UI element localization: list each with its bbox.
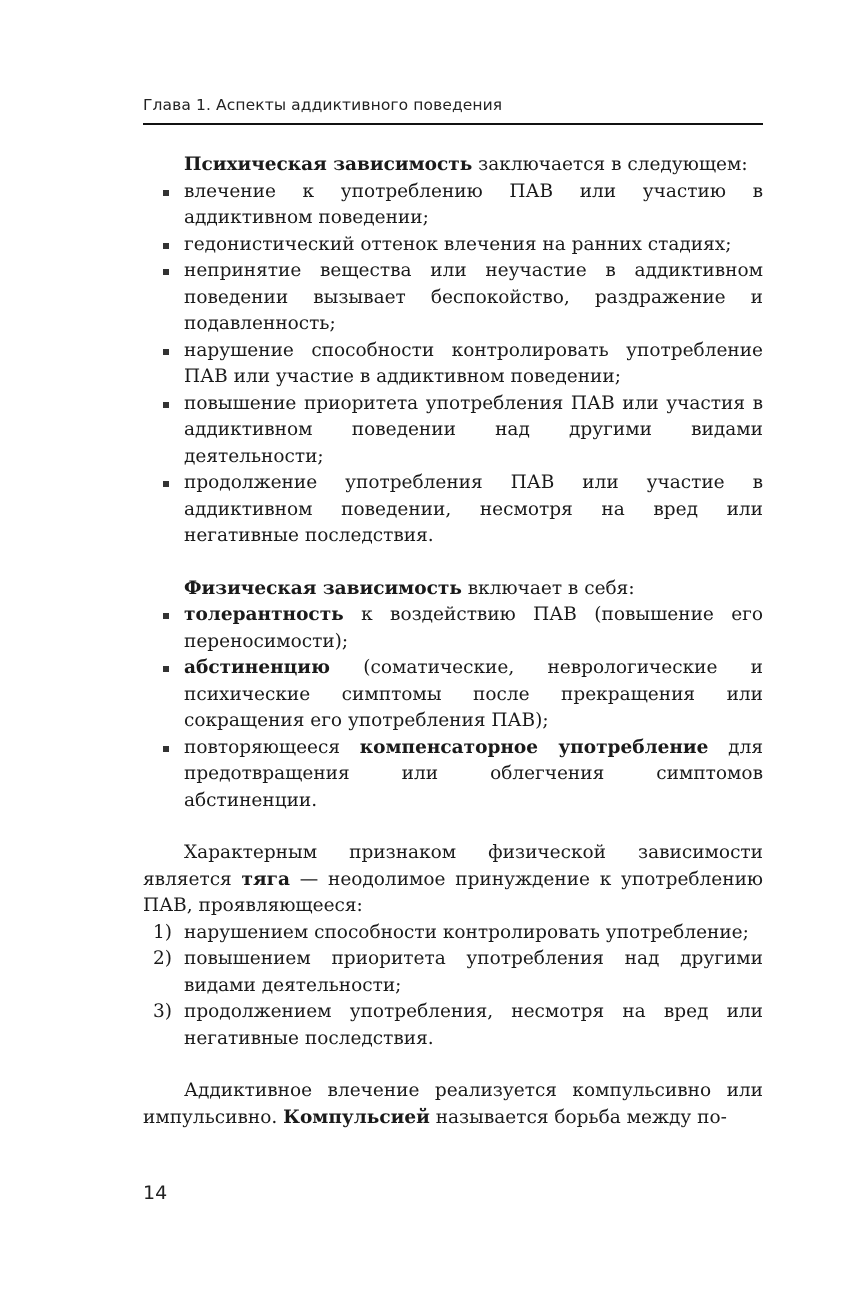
item-text: для предотвращения или облегчения симптомов абстиненции. [184, 736, 763, 811]
item-term: абстиненцию [184, 657, 330, 678]
section1-list [143, 179, 763, 550]
section4-text: Аддиктивное влечение реализуется компульсивно или импульсивно. [143, 1080, 763, 1128]
paragraph-gap [143, 1052, 763, 1078]
list-item: влечение к употреблению ПАВ или участию в аддиктивном поведении; [143, 179, 763, 232]
numbered-item [143, 920, 763, 947]
page-number: 14 [143, 1182, 168, 1204]
section1-intro-text: заключается в следующем: [472, 154, 748, 175]
item-number: 3) [153, 1001, 172, 1022]
list-item [143, 655, 763, 735]
section3-paragraph [143, 840, 763, 920]
section3-term: тяга [241, 868, 290, 890]
body-text [143, 152, 763, 1131]
list-item: нарушение способности контролировать употребление ПАВ или участие в аддиктивном поведении; [143, 338, 763, 391]
list-item [143, 735, 763, 815]
section3-text: Характерным признаком физической зависимости является [143, 842, 763, 890]
section1-term: Психическая зависимость [184, 154, 473, 175]
item-term: компенсаторное употребление [359, 736, 709, 758]
section1-intro [143, 152, 763, 179]
section2-list [143, 602, 763, 814]
item-number: 2) [153, 948, 172, 969]
section2-intro-text: включает в себя: [461, 577, 635, 599]
list-item: непринятие вещества или неучастие в аддиктивном поведении вызывает беспокойство, раздражение и подавленность; [143, 258, 763, 338]
section4-term: Компульсией [283, 1106, 430, 1128]
paragraph-gap [143, 814, 763, 840]
list-item: гедонистический оттенок влечения на ранних стадиях; [143, 232, 763, 259]
paragraph-gap [143, 550, 763, 576]
section3-text: — неодолимое принуждение к употреблению ПАВ, проявляющееся: [143, 868, 764, 916]
section4-text: называется борьба между по- [429, 1106, 727, 1128]
item-number: 1) [153, 921, 172, 943]
item-text: повышением приоритета употребления над другими видами деятельности; [184, 948, 763, 996]
list-item: продолжение употребления ПАВ или участие в аддиктивном поведении, несмотря на вред или негативные последствия. [143, 470, 763, 550]
item-text: повторяющееся [184, 736, 360, 758]
section2-term: Физическая зависимость [184, 577, 462, 599]
section4-paragraph [143, 1078, 763, 1131]
list-item [143, 602, 763, 655]
item-text: продолжением употребления, несмотря на вред или негативные последствия. [184, 1001, 763, 1049]
item-term: толерантность [184, 604, 344, 625]
section2-intro [143, 576, 763, 603]
item-text: (соматические, неврологические и психические симптомы после прекращения или сокращения его употребления ПАВ); [184, 657, 763, 731]
running-header: Глава 1. Аспекты аддиктивного поведения [143, 96, 763, 125]
item-text: к воздействию ПАВ (повышение его переносимости); [184, 604, 763, 652]
numbered-item [143, 999, 763, 1052]
section3-list [143, 920, 763, 1053]
item-text: нарушением способности контролировать употребление; [184, 921, 749, 943]
numbered-item [143, 946, 763, 999]
list-item: повышение приоритета употребления ПАВ или участия в аддиктивном поведении над другими видами деятельности; [143, 391, 763, 471]
